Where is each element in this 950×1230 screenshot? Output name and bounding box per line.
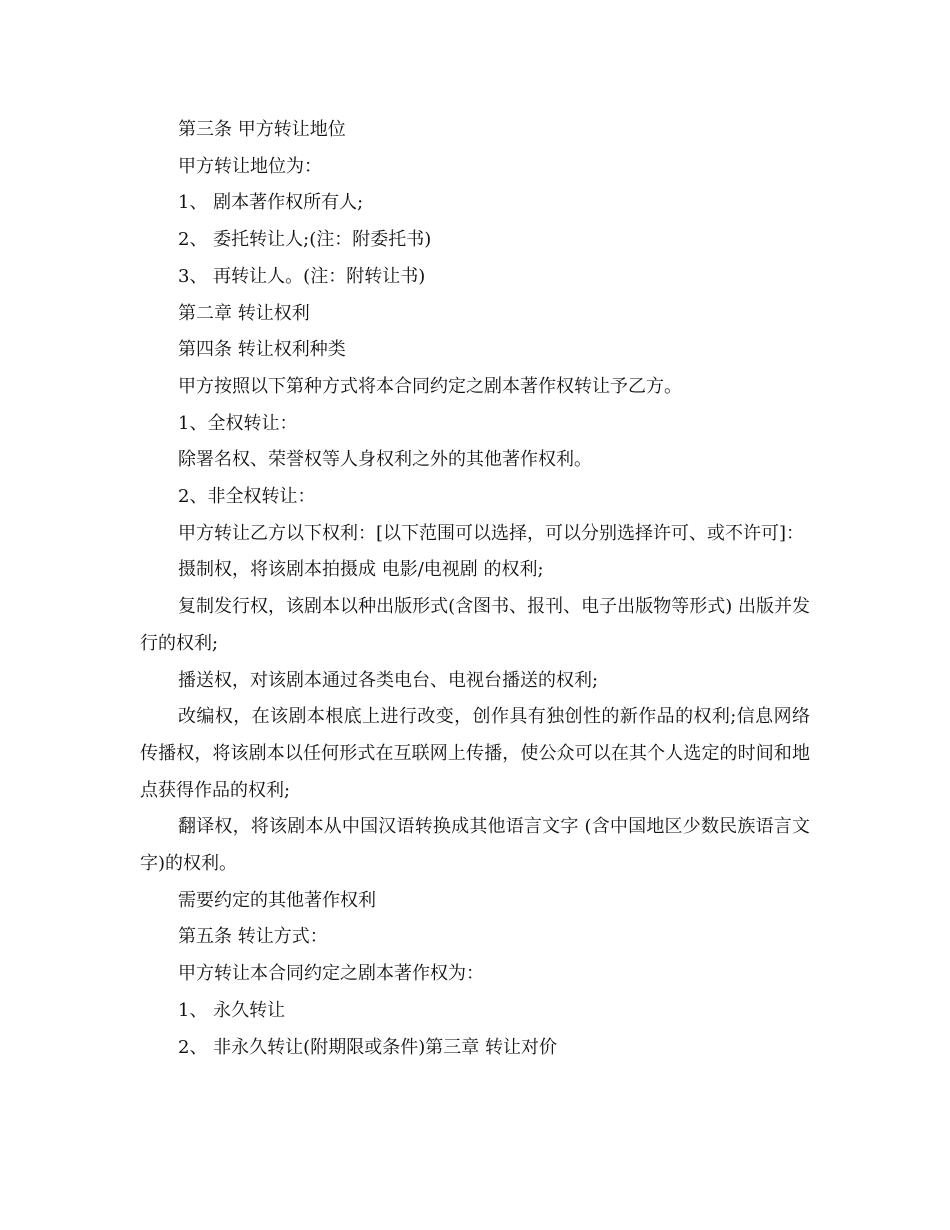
article-3-heading: 第三条 甲方转让地位 bbox=[178, 119, 346, 140]
full-transfer-label: 1、全权转让： bbox=[178, 412, 298, 434]
transfer-status-intro: 甲方转让地位为： bbox=[178, 155, 322, 177]
filming-right-paragraph: 摄制权，将该剧本拍摄成 电影/电视剧 的权利; bbox=[178, 559, 544, 581]
reproduction-right-paragraph: 复制发行权，该剧本以种出版形式(含图书、报刊、电子出版物等形式) 出版并发行的权利; bbox=[140, 596, 810, 654]
partial-transfer-rights-paragraph: 甲方转让乙方以下权利：[以下范围可以选择，可以分别选择许可、或不许可]： bbox=[178, 522, 805, 544]
translation-right-paragraph: 翻译权，将该剧本从中国汉语转换成其他语言文字 (含中国地区少数民族语言文字)的权利。 bbox=[140, 816, 810, 875]
non-permanent-transfer-item: 2、 非永久转让(附期限或条件)第三章 转让对价 bbox=[178, 1036, 557, 1058]
article-4-heading: 第四条 转让权利种类 bbox=[178, 339, 346, 361]
document-body bbox=[140, 112, 810, 1066]
full-transfer-text: 除署名权、荣誉权等人身权利之外的其他著作权利。 bbox=[178, 449, 592, 471]
partial-transfer-label: 2、非全权转让： bbox=[178, 486, 316, 508]
status-item-1: 1、 剧本著作权所有人; bbox=[178, 192, 364, 214]
status-item-3: 3、 再转让人。(注：附转让书) bbox=[178, 265, 426, 287]
other-rights-line: 需要约定的其他著作权利 bbox=[178, 889, 376, 911]
status-item-2: 2、 委托转让人;(注：附委托书) bbox=[178, 229, 432, 251]
permanent-transfer-item: 1、 永久转让 bbox=[178, 999, 286, 1021]
transfer-mode-intro: 甲方转让本合同约定之剧本著作权为： bbox=[178, 963, 484, 985]
adaptation-right-paragraph: 改编权，在该剧本根底上进行改变，创作具有独创性的新作品的权利;信息网络传播权，将该剧本以任何形式在互联网上传播，使公众可以在其个人选定的时间和地点获得作品的权利; bbox=[140, 706, 810, 801]
chapter-2-heading: 第二章 转让权利 bbox=[178, 302, 310, 324]
transfer-method-text: 甲方按照以下第种方式将本合同约定之剧本著作权转让予乙方。 bbox=[178, 375, 682, 397]
broadcast-right-paragraph: 播送权，对该剧本通过各类电台、电视台播送的权利; bbox=[178, 669, 599, 691]
article-5-heading: 第五条 转让方式： bbox=[178, 926, 328, 948]
